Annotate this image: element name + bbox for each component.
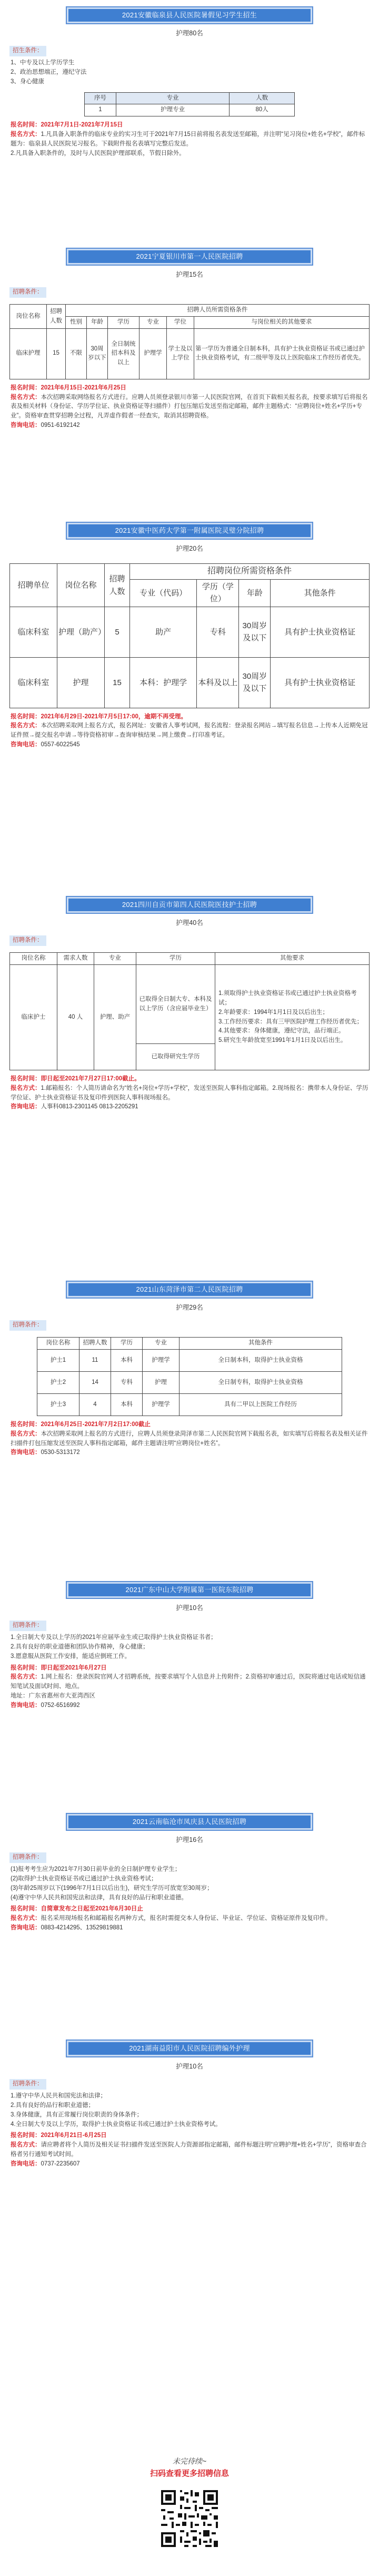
section-tag: 招聘条件： (9, 1621, 46, 1631)
date-value: 2021年7月1日-2021年7月15日 (41, 122, 123, 129)
method-label: 报名方式： (11, 1674, 41, 1681)
date-label: 报名时间： (11, 713, 41, 720)
table-cell: 护理、助产 (94, 965, 136, 1070)
table-header: 性别 (66, 317, 87, 329)
phone-line (0, 1102, 379, 1112)
table-cell: 助产 (130, 607, 197, 657)
section-subtitle: 护理20名 (176, 545, 203, 552)
footer-continued: 未完待续~ (172, 2457, 207, 2465)
section-banner: 2021安徽临泉县人民医院暑假见习学生招生 (66, 6, 313, 24)
date-value: 2021年6月29日-2021年7月5日17:00，逾期不再受理。 (41, 713, 187, 720)
date-value: 2021年6月15日-2021年6月25日 (41, 384, 126, 391)
section-tag: 招聘条件： (9, 287, 46, 298)
section-tag: 招生条件： (9, 46, 46, 56)
table-cell: 30周岁及以下 (239, 657, 271, 708)
table-cell: 护理 (143, 1372, 179, 1394)
table-cell: 11 (79, 1350, 111, 1372)
date-line (0, 384, 379, 393)
phone-line (0, 421, 379, 431)
table-header: 专业 (139, 317, 167, 329)
method-label: 报名方式： (11, 1085, 41, 1091)
phone-label: 咨询电话： (11, 1702, 41, 1709)
requirement-item: 2.年龄要求：1994年1月1日及以后出生； (218, 1009, 328, 1016)
date-line (0, 121, 379, 130)
table-header: 岗位名称 (10, 953, 57, 965)
section-subtitle: 护理80名 (176, 30, 203, 37)
table-cell: 1 (85, 104, 116, 116)
method-text: 本次招聘采取网上报名的方式进行，应聘人员须登录菏泽市第二人民医院官网下载报名表，如实填写后将报名表及相关证件扫描件打包压缩发送至医院人事科指定邮箱，邮件主题请注明“应聘岗位+姓名”。 (11, 1430, 368, 1447)
section-subtitle: 护理10名 (176, 1604, 203, 1612)
table-cell: 全日制本科，取得护士执业资格 (179, 1350, 342, 1372)
section-2 (0, 248, 379, 431)
table-header: 学位 (167, 317, 194, 329)
table-header: 序号 (85, 92, 116, 104)
requirements-cell (215, 965, 370, 1070)
date-label: 报名时间： (11, 122, 41, 129)
condition-list (0, 58, 379, 86)
table-header: 年龄 (87, 317, 108, 329)
phone-value: 0557-6022545 (41, 741, 80, 748)
date-line (0, 1420, 379, 1430)
table-header-group: 招聘人员所需资格条件 (66, 305, 370, 317)
section-banner: 2021安徽中医药大学第一附属医院灵璧分院招聘 (66, 522, 313, 540)
table-cell: 专科 (111, 1372, 143, 1394)
condition-item: 1.遵守中华人民共和国宪法和法律； (11, 2093, 107, 2100)
section-subtitle: 护理15名 (176, 271, 203, 278)
phone-label: 咨询电话： (11, 741, 41, 748)
table-cell: 护理学 (143, 1394, 179, 1416)
phone-line (0, 740, 379, 750)
method-label: 报名方式： (11, 723, 41, 729)
section-subtitle: 护理40名 (176, 919, 203, 926)
date-label: 报名时间： (11, 1421, 41, 1428)
condition-item: (2)取得护士执业资格证书或已通过护士执业资格考试； (11, 1876, 157, 1882)
phone-label: 咨询电话： (11, 1925, 41, 1931)
table-cell: 80人 (230, 104, 295, 116)
table-cell: 专科 (197, 607, 239, 657)
table-cell: 护士3 (37, 1394, 79, 1416)
table-cell: 护理学 (143, 1350, 179, 1372)
table-header: 招聘人数 (47, 305, 66, 329)
section-8 (0, 2040, 379, 2169)
table-header: 岗位名称 (10, 305, 47, 329)
condition-item: 3.身体健康，具有正常履行岗位职责的身体条件； (11, 2111, 143, 2118)
date-value: 即日起至2021年6月27日 (41, 1664, 107, 1671)
section-banner: 2021宁夏银川市第一人民医院招聘 (66, 248, 313, 266)
table-cell: 临床科室 (10, 657, 57, 708)
date-value: 自简章发布之日起至2021年6月30日止 (41, 1906, 143, 1913)
method-label: 报名方式： (11, 394, 41, 401)
method-text: 本次招聘采取网络报名方式进行。应聘人员须登录银川市第一人民医院官网，在首页下载相关报名表，按要求填写后将报名表及相关材料（身份证、学历学位证、执业资格证等扫描件）打包压缩后发送至指定邮箱，邮件主题格式：“应聘岗位+姓名+学历+专业”。资格审查贯穿招聘全过程，凡弄虚作假者一经查实，取消其招聘资格。 (11, 394, 368, 419)
condition-item: 2、政治思想端正，遵纪守法 (11, 69, 87, 75)
table-header: 学历（学位） (197, 580, 239, 607)
method-label: 报名方式： (11, 1430, 41, 1437)
table-cell: 护理（助产） (57, 607, 105, 657)
condition-list (0, 1633, 379, 1661)
section-tag: 招聘条件： (9, 1320, 46, 1331)
table-header: 其他条件 (179, 1338, 342, 1350)
date-line (0, 2131, 379, 2141)
method-line (0, 1430, 379, 1449)
positions-table (9, 563, 370, 708)
table-header: 招聘人数 (105, 564, 130, 607)
date-line (0, 1905, 379, 1914)
condition-item: (4)遵守中华人民共和国宪法和法律，具有良好的品行和职业道德。 (11, 1894, 188, 1901)
table-header: 招聘单位 (10, 564, 57, 607)
section-1 (0, 6, 379, 159)
date-label: 报名时间： (11, 1076, 41, 1082)
phone-label: 咨询电话： (11, 422, 41, 429)
table-cell: 15 (47, 328, 66, 379)
table-cell: 14 (79, 1372, 111, 1394)
phone-line (0, 2160, 379, 2169)
method-line (0, 721, 379, 740)
method-text-2: 2.凡具备入职条件的，及时与人民医院护理部联系，节假日除外。 (11, 150, 185, 157)
section-3 (0, 522, 379, 750)
condition-item: 2.具有良好的职业道德和团队协作精神，身心健康； (11, 1644, 149, 1650)
section-tag: 招聘条件： (9, 1852, 46, 1863)
section-4 (0, 896, 379, 1112)
date-line (0, 1075, 379, 1084)
section-tag: 招聘条件： (9, 2079, 46, 2090)
positions-table (9, 952, 370, 1070)
phone-line (0, 1448, 379, 1458)
section-banner: 2021山东菏泽市第二人民医院招聘 (66, 1281, 313, 1299)
phone-label: 咨询电话： (11, 1449, 41, 1456)
date-label: 报名时间： (11, 1664, 41, 1671)
date-line (0, 713, 379, 722)
phone-value: 0752-6516992 (41, 1702, 80, 1709)
table-cell: 临床护理 (10, 328, 47, 379)
table-header: 其他要求 (215, 953, 370, 965)
table-header: 学历 (111, 1338, 143, 1350)
table-cell: 临床科室 (10, 607, 57, 657)
table-cell: 40 人 (57, 965, 94, 1070)
table-cell: 本科 (111, 1394, 143, 1416)
method-text: 请应聘者将个人简历及相关证书扫描件发送至医院人力资源部指定邮箱，邮件标题注明“应聘护理+姓名+学历”，资格审查合格者另行通知考试时间。 (11, 2142, 367, 2158)
table-cell: 本科：护理学 (130, 657, 197, 708)
section-banner: 2021云南临沧市凤庆县人民医院招聘 (66, 1813, 313, 1831)
positions-table (84, 92, 295, 117)
section-banner: 2021湖南益阳市人民医院招聘编外护理 (66, 2040, 313, 2057)
table-cell: 第一学历为普通全日制本科，具有护士执业资格证书或已通过护士执业资格考试，有二级甲等及以上医院临床工作经历者优先。 (194, 328, 370, 379)
method-line (0, 1673, 379, 1692)
table-cell: 护士2 (37, 1372, 79, 1394)
table-cell: 已取得全日制大专、本科及以上学历（含应届毕业生） (136, 965, 215, 1044)
table-cell: 15 (105, 657, 130, 708)
condition-item: 4.全日制大专及以上学历，取得护士执业资格证书或已通过护士执业资格考试。 (11, 2121, 222, 2128)
method-text: 1.邮箱报名：个人简历请命名为“姓名+岗位+学历+学校”，发送至医院人事科指定邮箱。2.现场报名：携带本人身份证、学历学位证、护士执业资格证书及复印件到医院人事科现场报名。 (11, 1085, 368, 1101)
requirement-item: 1.须取得护士执业资格证书或已通过护士执业资格考试； (218, 990, 357, 1006)
table-header: 学历 (136, 953, 215, 965)
phone-value: 0530-5313172 (41, 1449, 80, 1456)
condition-list (0, 1865, 379, 1902)
table-header: 学历 (108, 317, 139, 329)
section-banner: 2021四川自贡市第四人民医院医技护士招聘 (66, 896, 313, 914)
method-text: 本次招聘采取网上报名方式，报名网址：安徽省人事考试网，报名流程：登录报名网站→填写报名信息→上传本人近期免冠证件照→提交报名申请→等待资格初审→查询审核结果→网上缴费→打印准考证。 (11, 723, 368, 739)
positions-table (9, 304, 370, 379)
table-cell: 不限 (66, 328, 87, 379)
date-value: 2021年6月21日-6月25日 (41, 2132, 107, 2139)
phone-value: 人事科0813-2301145 0813-2205291 (41, 1104, 138, 1110)
section-subtitle: 护理16名 (176, 1836, 203, 1843)
table-header: 专业 (143, 1338, 179, 1350)
table-cell: 本科 (111, 1350, 143, 1372)
table-cell: 全日制统招本科及以上 (108, 328, 139, 379)
date-value: 即日起至2021年7月27日17:00截止。 (41, 1076, 141, 1082)
method-text: 1.凡具备入职条件的临床专业的实习生可于2021年7月15日前将报名表发送至邮箱，并注明“见习岗位+姓名+学校”，邮件标题为：临泉县人民医院见习报名。下载附件报名表填写完整后发送。 (11, 131, 365, 147)
section-subtitle: 护理10名 (176, 2063, 203, 2070)
method-label: 报名方式： (11, 1915, 41, 1922)
table-cell: 护理专业 (116, 104, 230, 116)
table-cell: 护士1 (37, 1350, 79, 1372)
section-6 (0, 1581, 379, 1711)
table-header: 需求人数 (57, 953, 94, 965)
table-cell: 本科及以上 (197, 657, 239, 708)
qr-code-icon (159, 2488, 220, 2549)
footer (0, 2456, 379, 2549)
phone-label: 咨询电话： (11, 1104, 41, 1110)
table-cell: 30周岁及以下 (239, 607, 271, 657)
method-line (0, 1914, 379, 1924)
condition-item: 2.具有良好的品行和职业道德； (11, 2102, 95, 2109)
table-cell: 已取得研究生学历 (136, 1044, 215, 1070)
condition-list (0, 2092, 379, 2129)
phone-value: 0737-2235607 (41, 2160, 80, 2167)
date-label: 报名时间： (11, 2132, 41, 2139)
date-label: 报名时间： (11, 384, 41, 391)
table-cell: 临床护士 (10, 965, 57, 1070)
table-cell: 全日制专科，取得护士执业资格 (179, 1372, 342, 1394)
section-subtitle: 护理29名 (176, 1304, 203, 1311)
method-text: 报名采用现场报名和邮箱报名两种方式，报名时需提交本人身份证、毕业证、学位证、资格证原件及复印件。 (41, 1915, 332, 1922)
condition-item: 3、身心健康 (11, 78, 44, 85)
table-cell: 30周岁以下 (87, 328, 108, 379)
method-text: 1.网上报名：登录医院官网人才招聘系统，按要求填写个人信息并上传附件；2.资格初审通过后，医院将通过电话或短信通知笔试及面试时间、地点。 (11, 1674, 366, 1690)
date-line (0, 1664, 379, 1673)
requirement-item: 3.工作经历要求：具有三甲医院护理工作经历者优先； (218, 1018, 363, 1025)
requirement-item: 4.其他要求：身体健康，遵纪守法，品行端正。 (218, 1028, 345, 1035)
table-header: 专业（代码） (130, 580, 197, 607)
date-value: 2021年6月25日-2021年7月2日17:00截止 (41, 1421, 151, 1428)
address-line: 地址：广东省惠州市大亚湾西区 (11, 1693, 95, 1700)
table-header: 与岗位相关的其他要求 (194, 317, 370, 329)
phone-line (0, 1701, 379, 1711)
positions-table (37, 1337, 342, 1416)
table-cell: 具有护士执业资格证 (271, 657, 370, 708)
table-header: 岗位名称 (37, 1338, 79, 1350)
section-tag: 招聘条件： (9, 935, 46, 946)
condition-item: (1)报考考生应为2021年7月30日前毕业的全日制护理专业学生； (11, 1866, 181, 1873)
table-header: 专业 (94, 953, 136, 965)
table-cell: 具有二甲以上医院工作经历 (179, 1394, 342, 1416)
qr-code[interactable] (159, 2488, 220, 2549)
method-label: 报名方式： (11, 131, 41, 138)
table-header: 其他条件 (271, 580, 370, 607)
table-header: 招聘人数 (79, 1338, 111, 1350)
section-5 (0, 1281, 379, 1458)
method-line (0, 393, 379, 421)
condition-item: 1、中专及以上学历学生 (11, 60, 75, 66)
phone-value: 0951-6192142 (41, 422, 80, 429)
table-header: 专业 (116, 92, 230, 104)
table-cell: 5 (105, 607, 130, 657)
section-banner: 2021广东中山大学附属第一医院东院招聘 (66, 1581, 313, 1599)
requirement-item: 5.研究生年龄放宽至1991年1月1日及以后出生。 (218, 1037, 347, 1044)
method-line (0, 1084, 379, 1103)
table-cell: 4 (79, 1394, 111, 1416)
footer-cta: 扫码查看更多招聘信息 (149, 2468, 229, 2478)
table-cell: 具有护士执业资格证 (271, 607, 370, 657)
table-header-group: 招聘岗位所需资格条件 (130, 564, 370, 580)
date-label: 报名时间： (11, 1906, 41, 1913)
table-cell: 护理 (57, 657, 105, 708)
table-header: 年龄 (239, 580, 271, 607)
condition-item: 1.全日制大专及以上学历的2021年应届毕业生或已取得护士执业资格证书者； (11, 1634, 217, 1641)
condition-item: 3.愿意服从医院工作安排，能适应倒班工作。 (11, 1653, 131, 1660)
condition-item: (3)年龄25周岁以下(1996年7月1日以后出生)，研究生学历可放宽至30周岁； (11, 1885, 213, 1891)
table-cell: 学士及以上学位 (167, 328, 194, 379)
section-7 (0, 1813, 379, 1933)
method-line (0, 130, 379, 149)
table-cell: 护理学 (139, 328, 167, 379)
table-header: 岗位名称 (57, 564, 105, 607)
method-label: 报名方式： (11, 2142, 41, 2149)
method-line (0, 2141, 379, 2160)
phone-line (0, 1924, 379, 1933)
phone-label: 咨询电话： (11, 2160, 41, 2167)
phone-value: 0883-4214295、13529819881 (41, 1925, 123, 1931)
table-header: 人数 (230, 92, 295, 104)
